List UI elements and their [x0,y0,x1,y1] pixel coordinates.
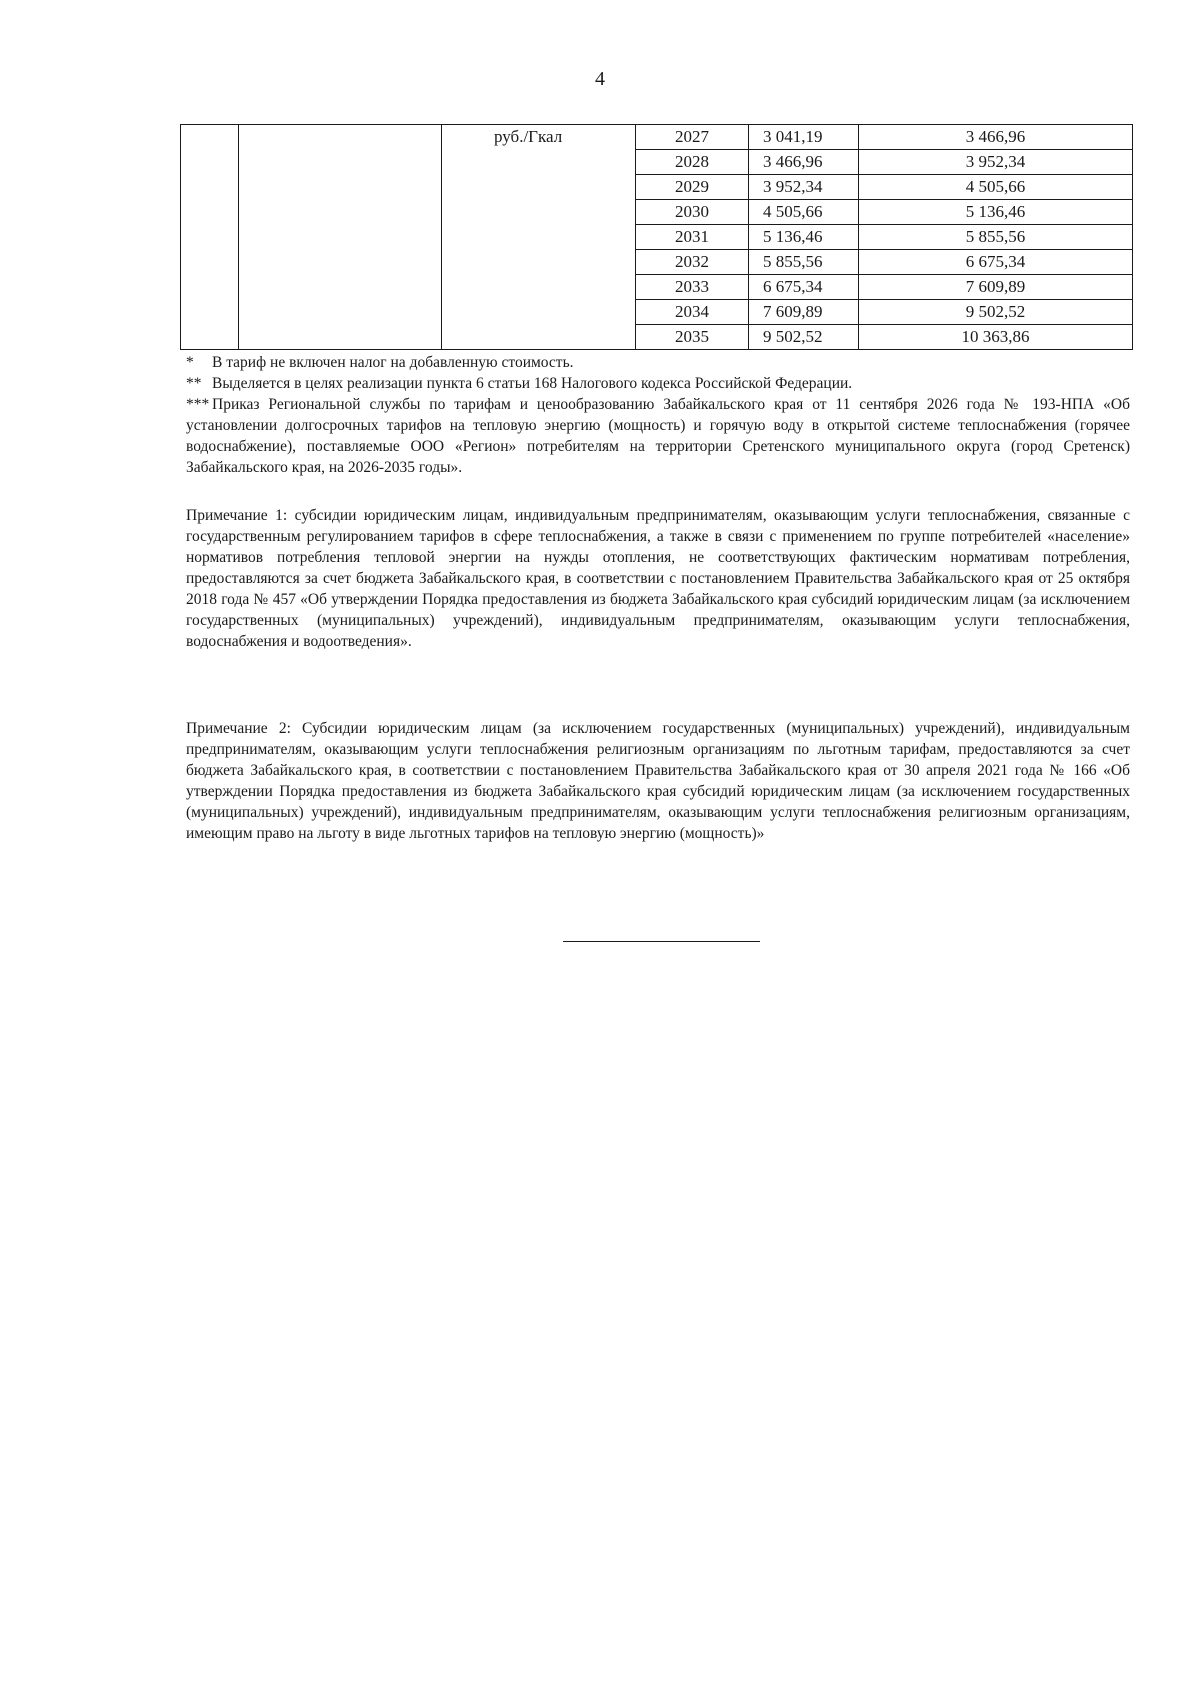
end-divider [563,941,760,942]
tariff-value-2: 5 136,46 [859,200,1133,225]
year-cell: 2034 [636,300,749,325]
tariff-value-2: 3 466,96 [859,125,1133,150]
footnote-text: Приказ Региональной службы по тарифам и ценообразованию Забайкальского края от 11 сентября 2026 года № 193-НПА «Об установлении долгосрочных тарифов на тепловую энергию (мощность) и горячую воду в открытой системе теплоснабжения (горячее водоснабжение), поставляемые ООО «Регион» потребителям на территории Сретенского муниципального округа (город Сретенск) Забайкальского края, на 2026-2035 годы». [186,396,1130,476]
tariff-value-2: 7 609,89 [859,275,1133,300]
footnote-text: В тариф не включен налог на добавленную стоимость. [212,354,574,371]
year-cell: 2031 [636,225,749,250]
footnote-mark: *** [186,396,210,413]
tariff-value-2: 4 505,66 [859,175,1133,200]
tariff-table [180,124,1133,350]
unit-cell: руб./Гкал [442,125,582,350]
spacer-cell [582,125,636,350]
footnotes [186,352,1130,478]
tariff-value-2: 9 502,52 [859,300,1133,325]
tariff-value-1: 5 136,46 [749,225,859,250]
empty-cell [181,125,239,350]
year-cell: 2030 [636,200,749,225]
year-cell: 2033 [636,275,749,300]
tariff-value-1: 3 466,96 [749,150,859,175]
tariff-value-1: 4 505,66 [749,200,859,225]
tariff-value-2: 10 363,86 [859,325,1133,350]
year-cell: 2032 [636,250,749,275]
year-cell: 2027 [636,125,749,150]
tariff-value-2: 5 855,56 [859,225,1133,250]
footnote-3 [186,394,1130,478]
note-2: Примечание 2: Субсидии юридическим лицам (за исключением государственных (муниципальных) учреждений), индивидуальным предпринимателям, оказывающим услуги теплоснабжения религиозным организациям по льготным тарифам, предоставляются за счет бюджета Забайкальского края, в соответствии с постановлением Правительства Забайкальского края от 30 апреля 2021 года № 166 «Об утверждении Порядка предоставления из бюджета Забайкальского края субсидий юридическим лицам (за исключением государственных (муниципальных) учреждений), индивидуальным предпринимателям, оказывающим услуги теплоснабжения религиозным организациям, имеющим право на льготу в виде льготных тарифов на тепловую энергию (мощность)» [186,720,1130,842]
tariff-value-1: 6 675,34 [749,275,859,300]
tariff-value-2: 3 952,34 [859,150,1133,175]
year-cell: 2028 [636,150,749,175]
footnote-2 [186,373,1130,394]
footnote-text: Выделяется в целях реализации пункта 6 статьи 168 Налогового кодекса Российской Федерации. [212,375,853,392]
year-cell: 2035 [636,325,749,350]
footnote-mark: ** [186,375,202,392]
tariff-value-1: 3 041,19 [749,125,859,150]
footnote-1 [186,352,1130,373]
footnote-mark: * [186,354,194,371]
tariff-value-1: 9 502,52 [749,325,859,350]
year-cell: 2029 [636,175,749,200]
empty-cell [239,125,442,350]
tariff-value-1: 5 855,56 [749,250,859,275]
page-number: 4 [595,68,605,90]
tariff-value-2: 6 675,34 [859,250,1133,275]
tariff-value-1: 3 952,34 [749,175,859,200]
note-1: Примечание 1: субсидии юридическим лицам, индивидуальным предпринимателям, оказывающим услуги теплоснабжения, связанные с государственным регулированием тарифов в сфере теплоснабжения, а также в связи с применением по группе потребителей «население» нормативов потребления тепловой энергии на нужды отопления, не соответствующих фактическим нормативам потребления, предоставляются за счет бюджета Забайкальского края, в соответствии с постановлением Правительства Забайкальского края от 25 октября 2018 года № 457 «Об утверждении Порядка предоставления из бюджета Забайкальского края субсидий юридическим лицам (за исключением государственных (муниципальных) учреждений), индивидуальным предпринимателям, оказывающим услуги теплоснабжения, водоснабжения и водоотведения». [186,507,1130,650]
table-row [181,125,1133,150]
tariff-value-1: 7 609,89 [749,300,859,325]
